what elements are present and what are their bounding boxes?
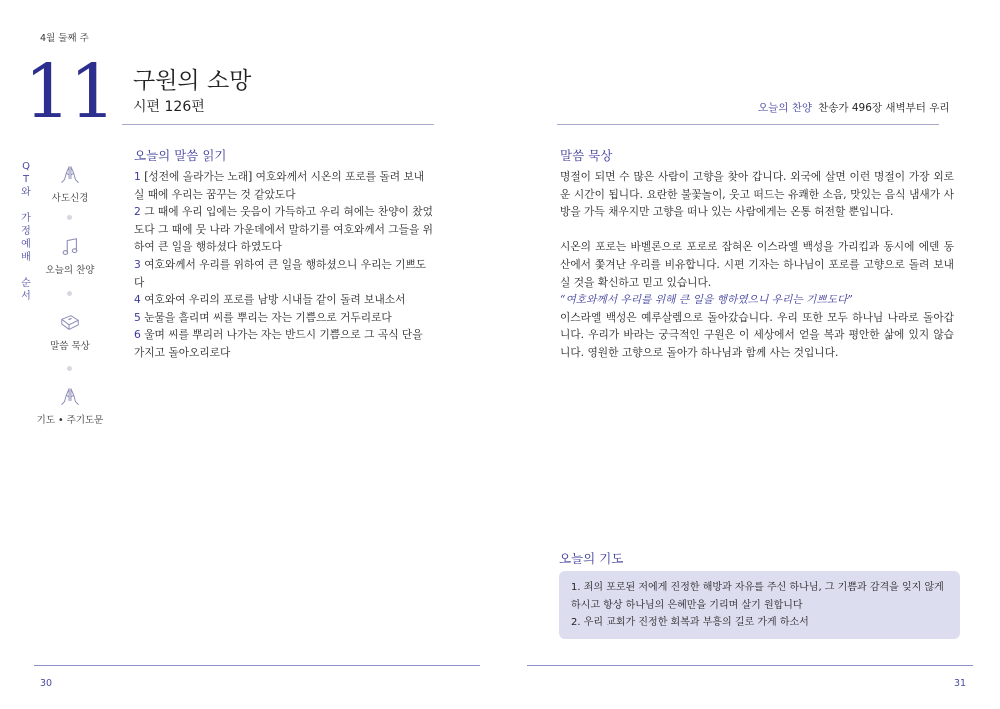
meditation-body bbox=[560, 168, 954, 362]
header-divider-right bbox=[557, 124, 939, 125]
side-char: 가 bbox=[21, 213, 31, 224]
separator-dot bbox=[67, 215, 72, 220]
hymn-of-the-day bbox=[758, 100, 950, 115]
reading-title: 오늘의 말씀 읽기 bbox=[134, 148, 227, 163]
side-char: 서 bbox=[21, 291, 31, 302]
bible-book-icon bbox=[59, 312, 81, 334]
verse-text: 눈물을 흘리며 씨를 뿌리는 자는 기쁨으로 거두리로다 bbox=[140, 310, 392, 324]
verse-number: 1 bbox=[134, 170, 141, 183]
praying-hands-icon bbox=[59, 386, 81, 408]
verse-text: 여호와여 우리의 포로를 남방 시내들 같이 돌려 보내소서 bbox=[140, 293, 406, 307]
verse bbox=[134, 168, 434, 203]
verse-number: 6 bbox=[134, 328, 141, 342]
page-number-right: 31 bbox=[954, 678, 967, 689]
meditation-paragraph: 이스라엘 백성은 예루살렘으로 돌아갔습니다. 우리 또한 모두 하나님 나라로 돌아갑니다. 우리가 바라는 궁극적인 구원은 이 세상에서 얻을 복과 평안한 삶에 있지 않습니다. 영원한 고향으로 돌아가 하나님과 함께 사는 것입니다. bbox=[560, 310, 954, 359]
meditation-paragraph: 시온의 포로는 바벨론으로 포로로 잡혀온 이스라엘 백성을 가리킵과 동시에 에덴 동산에서 쫓겨난 우리를 비유합니다. 시편 기자는 하나님이 포로를 고향으로 돌려 보내실 것을 확신하고 믿고 있습니다. bbox=[560, 240, 954, 289]
side-item-praise bbox=[30, 236, 110, 276]
hymn-label: 오늘의 찬양 bbox=[758, 102, 813, 114]
side-item-label: 기도 • 주기도문 bbox=[36, 415, 104, 426]
prayer-item: 2. 우리 교회가 진정한 회복과 부흥의 길로 가게 하소서 bbox=[571, 617, 809, 628]
verse-text: 울며 씨를 뿌리러 나가는 자는 반드시 기쁨으로 그 곡식 단을 가지고 돌아오리로다 bbox=[134, 328, 423, 359]
page-title: 구원의 소망 bbox=[133, 68, 252, 94]
verse-number: 5 bbox=[134, 310, 141, 324]
side-char: T bbox=[22, 174, 30, 185]
meditation-title: 말씀 묵상 bbox=[560, 148, 613, 163]
side-char: 와 bbox=[21, 187, 31, 198]
side-item-label: 사도신경 bbox=[51, 193, 89, 204]
meditation-paragraph: 명절이 되면 수 많은 사람이 고향을 찾아 갑니다. 외국에 살면 이런 명절이 가장 외로운 시간이 됩니다. 요란한 불꽃놀이, 웃고 떠드는 유쾌한 소음, 맛있는 음식 냄새가 사방을 가득 채우지만 고향을 떠나 있는 사람에게는 온통 허전할 뿐입니다. bbox=[560, 170, 954, 219]
scripture-reference: 시편 126편 bbox=[133, 99, 205, 115]
footer-divider-left bbox=[34, 665, 480, 666]
prayer-item: 1. 죄의 포로된 저에게 진정한 해방과 자유를 주신 하나님, 그 기쁨과 감격을 잊지 않게 하시고 항상 하나님의 은혜만을 기리며 살기 원합니다 bbox=[571, 582, 944, 611]
separator-dot bbox=[67, 366, 72, 371]
side-char: Q bbox=[22, 161, 30, 172]
prayer-title: 오늘의 기도 bbox=[559, 551, 624, 566]
verse bbox=[134, 203, 434, 256]
footer-divider-right bbox=[527, 665, 973, 666]
verse bbox=[134, 309, 434, 327]
scripture-reading bbox=[134, 168, 434, 362]
verse bbox=[134, 291, 434, 309]
verse-text: 그 때에 우리 입에는 웃음이 가득하고 우리 혀에는 찬양이 찼었도다 그 때에 뭇 나라 가운데에서 말하기를 여호와께서 그들을 위하여 큰 일을 행하셨다 하였도다 bbox=[134, 205, 434, 254]
verse-number: 4 bbox=[134, 293, 141, 307]
verse-text: 여호와께서 우리를 위하여 큰 일을 행하셨으니 우리는 기쁘도다 bbox=[134, 257, 427, 289]
verse bbox=[134, 326, 434, 361]
side-char: 배 bbox=[21, 252, 31, 263]
verse bbox=[134, 256, 434, 291]
side-item-label: 말씀 묵상 bbox=[50, 341, 90, 352]
side-item-label: 오늘의 찬양 bbox=[45, 265, 95, 276]
side-item-meditation bbox=[30, 312, 110, 352]
separator-dot bbox=[67, 291, 72, 296]
page-number-left: 30 bbox=[40, 678, 53, 689]
prayer-box bbox=[559, 571, 960, 639]
music-note-icon bbox=[59, 236, 81, 258]
side-char: 정 bbox=[21, 226, 31, 237]
hymn-text: 찬송가 496장 새벽부터 우리 bbox=[818, 102, 950, 114]
side-char: 예 bbox=[21, 239, 31, 250]
meditation-quote: “여호와께서 우리를 위해 큰 일을 행하였으니 우리는 기쁘도다” bbox=[560, 293, 853, 307]
header-divider-left bbox=[122, 124, 434, 125]
side-item-prayer bbox=[30, 386, 110, 426]
verse-text: [성전에 올라가는 노래] 여호와께서 시온의 포로를 돌려 보내실 때에 우리는 꿈꾸는 것 같았도다 bbox=[134, 170, 425, 201]
verse-number: 3 bbox=[134, 257, 141, 271]
side-item-apostles-creed bbox=[30, 164, 110, 204]
day-number: 11 bbox=[24, 49, 115, 135]
side-char: 순 bbox=[21, 278, 31, 289]
verse-number: 2 bbox=[134, 205, 141, 219]
praying-hands-icon bbox=[59, 164, 81, 186]
week-label: 4월 둘째 주 bbox=[40, 33, 89, 44]
